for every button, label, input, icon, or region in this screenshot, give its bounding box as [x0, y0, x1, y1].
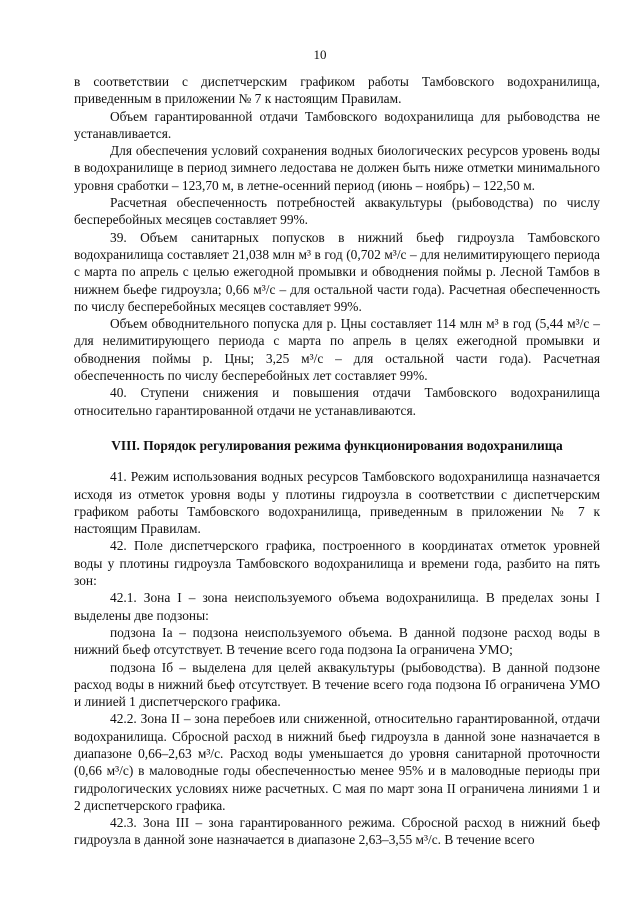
paragraph-42-dispatch-chart-zones: 42. Поле диспетчерского графика, построенного в координатах отметок уровней воды у плотины гидроузла Тамбовского водохранилища и времени года, разбито на пять зон: [74, 538, 600, 589]
paragraph-tsna-irrigation-release: Объем обводнительного попуска для р. Цны составляет 114 млн м³ в год (5,44 м³/с – для нелимитирующего периода с марта по апрель в целях ежегодной промывки и обводнения поймы р. Цны; 3,25 м³/с – для остальной части года). Расчетная обеспеченность по числу бесперебойных лет составляет 99%. [74, 316, 600, 384]
paragraph-42-3-zone-iii: 42.3. Зона III – зона гарантированного режима. Сбросной расход в нижний бьеф гидроузла в данной зоне назначается в диапазоне 2,63–3,55 м³/с. В течение всего [74, 815, 600, 848]
paragraph-41-water-use-regime: 41. Режим использования водных ресурсов Тамбовского водохранилища назначается исходя из отметок уровня воды у плотины гидроузла в соответствии с диспетчерским графиком работы Тамбовского водохранилища, приведенным в приложении № 7 к настоящим Правилам. [74, 469, 600, 537]
paragraph-subzone-ia: подзона Iа – подзона неиспользуемого объема. В данной подзоне расход воды в нижний бьеф отсутствует. В течение всего года подзона Iа ограничена УМО; [74, 624, 600, 658]
paragraph-continuation: в соответствии с диспетчерским графиком работы Тамбовского водохранилища, приведенным в приложении № 7 к настоящим Правилам. [74, 74, 600, 107]
paragraph-aquaculture-reliability: Расчетная обеспеченность потребностей аквакультуры (рыбоводства) по числу бесперебойных месяцев составляет 99%. [74, 195, 600, 228]
paragraph-39-sanitary-releases: 39. Объем санитарных попусков в нижний бьеф гидроузла Тамбовского водохранилища составляет 21,038 млн м³ в год (0,702 м³/с – для нелимитирующего периода с марта по апрель с целью ежегодной промывки и обводнения поймы р. Лесной Тамбов в нижнем бьефе гидроузла; 0,66 м³/с – для остальной части года). Расчетная обеспеченность по числу бесперебойных месяцев составляет 99%. [74, 229, 600, 314]
paragraph-fishery-guaranteed-volume: Объем гарантированной отдачи Тамбовского водохранилища для рыбоводства не устанавливается. [74, 108, 600, 141]
paragraph-42-1-zone-i: 42.1. Зона I – зона неиспользуемого объема водохранилища. В пределах зоны I выделены две подзоны: [74, 590, 600, 623]
paragraph-subzone-ib: подзона Iб – выделена для целей аквакультуры (рыбоводства). В данной подзоне расход воды в нижний бьеф отсутствует. В течение всего года подзона Iб ограничена УМО и линией 1 диспетчерского графика. [74, 659, 600, 710]
paragraph-biological-resources-level: Для обеспечения условий сохранения водных биологических ресурсов уровень воды в водохранилище в период зимнего ледостава не должен быть ниже отметки минимального уровня сработки – 123,70 м, в летне-осенний период (июнь – ноябрь) – 122,50 м. [74, 143, 600, 193]
page-number: 10 [313, 47, 327, 62]
section-heading-viii: VIII. Порядок регулирования режима функционирования водохранилища [111, 437, 563, 453]
document-body [74, 73, 600, 849]
paragraph-40-release-steps: 40. Ступени снижения и повышения отдачи Тамбовского водохранилища относительно гарантированной отдачи не устанавливаются. [74, 385, 600, 418]
paragraph-42-2-zone-ii: 42.2. Зона II – зона перебоев или сниженной, относительно гарантированной, отдачи водохранилища. Сбросной расход в нижний бьеф гидроузла в данной зоне назначается в диапазоне 0,66–2,63 м³/с. Расход воды уменьшается до уровня санитарной проточности (0,66 м³/с) в маловодные годы обеспеченностью менее 95% и в маловодные периоды при гидрологических условиях ниже расчетных. С мая по март зона II ограничена линиями 1 и 2 диспетчерского графика. [74, 711, 600, 813]
